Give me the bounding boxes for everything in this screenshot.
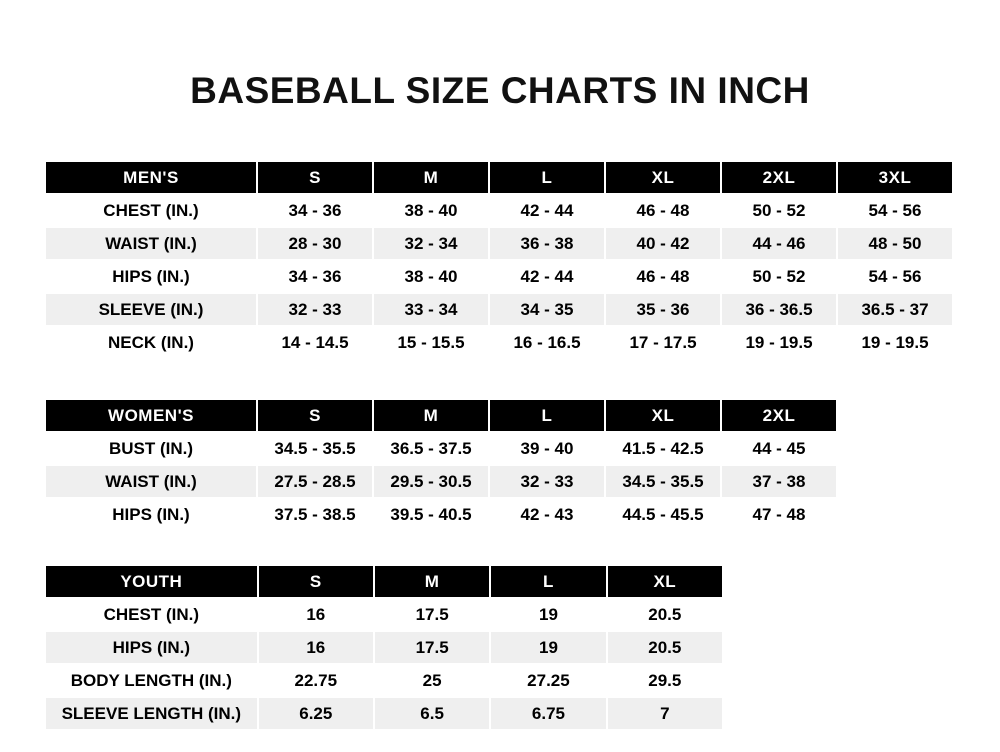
- table-cell: 6.25: [258, 697, 374, 730]
- row-label: WAIST (IN.): [45, 465, 257, 498]
- table-cell: 17.5: [374, 598, 490, 631]
- row-label: HIPS (IN.): [45, 631, 258, 664]
- table-spacer: [44, 360, 1000, 398]
- row-label: BODY LENGTH (IN.): [45, 664, 258, 697]
- youth-header-cell: S: [258, 565, 374, 598]
- table-cell: 39 - 40: [489, 432, 605, 465]
- table-cell: 20.5: [607, 598, 723, 631]
- table-cell: 37.5 - 38.5: [257, 498, 373, 531]
- table-cell: 44 - 46: [721, 227, 837, 260]
- table-row: [45, 631, 723, 664]
- row-label: CHEST (IN.): [45, 598, 258, 631]
- table-cell: 27.25: [490, 664, 606, 697]
- row-label: CHEST (IN.): [45, 194, 257, 227]
- table-cell: 34.5 - 35.5: [605, 465, 721, 498]
- table-cell: 16: [258, 598, 374, 631]
- table-cell: 46 - 48: [605, 194, 721, 227]
- mens-size-table: [44, 160, 954, 360]
- table-cell: 34 - 35: [489, 293, 605, 326]
- table-cell: 17 - 17.5: [605, 326, 721, 359]
- table-cell: 32 - 33: [257, 293, 373, 326]
- row-label: HIPS (IN.): [45, 498, 257, 531]
- table-row: [45, 432, 837, 465]
- table-cell: 34.5 - 35.5: [257, 432, 373, 465]
- table-row: [45, 664, 723, 697]
- table-cell: 25: [374, 664, 490, 697]
- row-label: BUST (IN.): [45, 432, 257, 465]
- womens-header-cell: S: [257, 399, 373, 432]
- tables-container: [0, 160, 1000, 731]
- table-row: [45, 227, 953, 260]
- table-cell: 17.5: [374, 631, 490, 664]
- table-cell: 7: [607, 697, 723, 730]
- table-cell: 19: [490, 598, 606, 631]
- table-cell: 35 - 36: [605, 293, 721, 326]
- table-cell: 29.5: [607, 664, 723, 697]
- table-cell: 39.5 - 40.5: [373, 498, 489, 531]
- womens-header-cell: 2XL: [721, 399, 837, 432]
- womens-header-cell: L: [489, 399, 605, 432]
- womens-header-cell: XL: [605, 399, 721, 432]
- table-cell: 22.75: [258, 664, 374, 697]
- table-cell: 19 - 19.5: [721, 326, 837, 359]
- table-cell: 32 - 34: [373, 227, 489, 260]
- mens-header-cell: XL: [605, 161, 721, 194]
- page-title: BASEBALL SIZE CHARTS IN INCH: [190, 70, 810, 111]
- table-cell: 27.5 - 28.5: [257, 465, 373, 498]
- mens-header-cell: S: [257, 161, 373, 194]
- mens-header-cell: M: [373, 161, 489, 194]
- table-cell: 48 - 50: [837, 227, 953, 260]
- table-cell: 36 - 38: [489, 227, 605, 260]
- table-cell: 28 - 30: [257, 227, 373, 260]
- table-cell: 34 - 36: [257, 260, 373, 293]
- table-row: [45, 697, 723, 730]
- table-cell: 41.5 - 42.5: [605, 432, 721, 465]
- table-cell: 37 - 38: [721, 465, 837, 498]
- table-cell: 34 - 36: [257, 194, 373, 227]
- youth-size-table: [44, 564, 724, 731]
- table-row: [45, 194, 953, 227]
- table-cell: 36.5 - 37: [837, 293, 953, 326]
- table-cell: 40 - 42: [605, 227, 721, 260]
- table-cell: 36 - 36.5: [721, 293, 837, 326]
- table-cell: 32 - 33: [489, 465, 605, 498]
- row-label: WAIST (IN.): [45, 227, 257, 260]
- table-cell: 38 - 40: [373, 260, 489, 293]
- table-row: [45, 598, 723, 631]
- table-cell: 47 - 48: [721, 498, 837, 531]
- youth-header-cell: XL: [607, 565, 723, 598]
- table-cell: 19 - 19.5: [837, 326, 953, 359]
- table-cell: 33 - 34: [373, 293, 489, 326]
- table-cell: 44.5 - 45.5: [605, 498, 721, 531]
- table-row: [45, 498, 837, 531]
- table-cell: 16 - 16.5: [489, 326, 605, 359]
- table-cell: 19: [490, 631, 606, 664]
- table-cell: 36.5 - 37.5: [373, 432, 489, 465]
- mens-header-cell: 2XL: [721, 161, 837, 194]
- table-row: [45, 260, 953, 293]
- table-cell: 54 - 56: [837, 194, 953, 227]
- table-cell: 46 - 48: [605, 260, 721, 293]
- table-cell: 50 - 52: [721, 194, 837, 227]
- table-cell: 6.75: [490, 697, 606, 730]
- table-row: [45, 465, 837, 498]
- youth-header-cell: M: [374, 565, 490, 598]
- womens-header-cell: WOMEN'S: [45, 399, 257, 432]
- table-cell: 42 - 43: [489, 498, 605, 531]
- table-cell: 14 - 14.5: [257, 326, 373, 359]
- table-cell: 44 - 45: [721, 432, 837, 465]
- table-spacer: [44, 532, 1000, 564]
- mens-header-cell: MEN'S: [45, 161, 257, 194]
- table-cell: 54 - 56: [837, 260, 953, 293]
- table-cell: 20.5: [607, 631, 723, 664]
- table-row: [45, 293, 953, 326]
- youth-header-cell: L: [490, 565, 606, 598]
- row-label: NECK (IN.): [45, 326, 257, 359]
- mens-header-row: [45, 161, 953, 194]
- mens-header-cell: 3XL: [837, 161, 953, 194]
- row-label: SLEEVE (IN.): [45, 293, 257, 326]
- table-cell: 16: [258, 631, 374, 664]
- mens-header-cell: L: [489, 161, 605, 194]
- table-cell: 50 - 52: [721, 260, 837, 293]
- youth-header-row: [45, 565, 723, 598]
- row-label: SLEEVE LENGTH (IN.): [45, 697, 258, 730]
- table-cell: 38 - 40: [373, 194, 489, 227]
- table-cell: 15 - 15.5: [373, 326, 489, 359]
- table-cell: 29.5 - 30.5: [373, 465, 489, 498]
- table-row: [45, 326, 953, 359]
- table-cell: 42 - 44: [489, 194, 605, 227]
- youth-header-cell: YOUTH: [45, 565, 258, 598]
- table-cell: 42 - 44: [489, 260, 605, 293]
- row-label: HIPS (IN.): [45, 260, 257, 293]
- womens-size-table: [44, 398, 838, 532]
- womens-header-cell: M: [373, 399, 489, 432]
- table-cell: 6.5: [374, 697, 490, 730]
- womens-header-row: [45, 399, 837, 432]
